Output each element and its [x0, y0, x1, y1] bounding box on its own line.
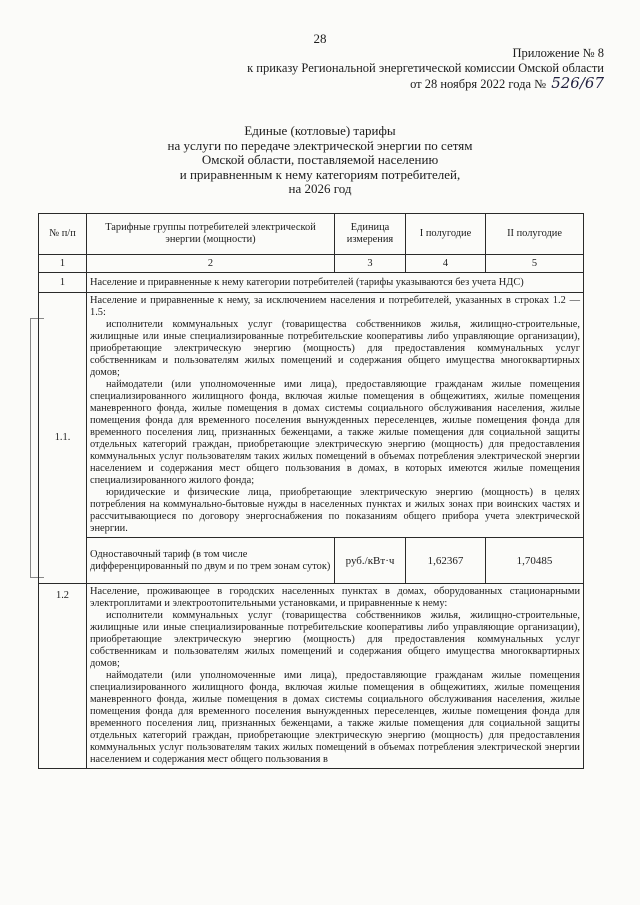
tariff-label: Одноставочный тариф (в том числе дифференцированный по двум и по трем зонам суток): [87, 538, 335, 584]
header-num: № п/п: [39, 214, 87, 255]
col-number: 5: [486, 255, 584, 273]
row-number: 1.1.: [39, 293, 87, 584]
header-second-half: II полугодие: [486, 214, 584, 255]
paragraph: исполнители коммунальных услуг (товарищества собственников жилья, жилищно-строительные, жилищные или иные специализированные потребительские кооперативы либо управляющие организации), приобретающие электрическую энергию (мощность) для предоставления коммунальных услуг собственникам и пользователям жилых помещений и содержания общего имущества многоквартирных домов;: [90, 610, 580, 669]
tariff-first-half: 1,62367: [406, 538, 486, 584]
document-title: [0, 124, 640, 197]
row-number: 1.2: [39, 584, 87, 769]
table-header-row: [39, 214, 584, 255]
tariff-second-half: 1,70485: [486, 538, 584, 584]
table-row: [39, 273, 584, 293]
appendix-title: Приложение № 8: [512, 46, 604, 60]
handwritten-order-number: 526/67: [551, 74, 604, 92]
header-unit: Единица измерения: [335, 214, 406, 255]
page-number: 28: [313, 31, 327, 46]
col-number: 4: [406, 255, 486, 273]
title-line-3: Омской области, поставляемой населению: [201, 152, 439, 167]
header-first-half: I полугодие: [406, 214, 486, 255]
paragraph: наймодатели (или уполномоченные ими лица), предоставляющие гражданам жилые помещения специализированного жилищного фонда, включая жилые помещения в общежитиях, жилые помещения маневренного фонда, жилые помещения в домах системы социального обслуживания населения, жилые помещения фонда для временного поселения вынужденных переселенцев, жилые помещения фонда для временного поселения лиц, признанных беженцами, а также жилые помещения для социальной защиты отдельных категорий граждан, приобретающие электрическую энергию (мощность) для предоставления коммунальных услуг пользователям таких жилых помещений в объемах потребления электрической энергии населением и содержания мест общего пользования в домах, в которых имеются жилые помещения специализированного жилого фонда;: [90, 379, 580, 486]
appendix-date-line: [184, 76, 604, 92]
tariff-table: [38, 213, 584, 769]
paragraph: исполнители коммунальных услуг (товарищества собственников жилья, жилищно-строительные, жилищные или иные специализированные потребительские кооперативы либо управляющие организации), приобретающие электрическую энергию (мощность) для предоставления коммунальных услуг собственникам и пользователям жилых помещений и содержания общего имущества многоквартирных домов;: [90, 319, 580, 378]
appendix-order-reference: к приказу Региональной энергетической комиссии Омской области: [247, 61, 604, 75]
appendix-header: [184, 46, 604, 92]
tariff-unit: руб./кВт·ч: [335, 538, 406, 584]
table-row: [39, 293, 584, 538]
table-row: [39, 584, 584, 769]
tariff-row: [39, 538, 584, 584]
title-line-1: Единые (котловые) тарифы: [244, 123, 396, 138]
row-text: Население и приравненные к нему категории потребителей (тарифы указываются без учета НДС): [87, 273, 584, 293]
paragraph: наймодатели (или уполномоченные ими лица), предоставляющие гражданам жилые помещения специализированного жилищного фонда, включая жилые помещения в общежитиях, жилые помещения маневренного фонда, жилые помещения в домах системы социального обслуживания населения, жилые помещения фонда для временного поселения вынужденных переселенцев, жилые помещения фонда для временного поселения лиц, признанных беженцами, а также жилые помещения для социальной защиты отдельных категорий граждан, приобретающие электрическую энергию (мощность) для предоставления коммунальных услуг пользователям таких жилых помещений в объемах потребления электрической энергии населением и содержания мест общего пользования в: [90, 670, 580, 765]
header-group: Тарифные группы потребителей электрической энергии (мощности): [87, 214, 335, 255]
column-number-row: [39, 255, 584, 273]
title-line-4: и приравненным к нему категориям потребителей,: [179, 166, 461, 182]
paragraph: Население, проживающее в городских населенных пунктах в домах, оборудованных стационарными электроплитами и электроотопительными установками, и приравненные к нему:: [90, 586, 580, 609]
row-description: [87, 293, 584, 538]
margin-bracket: [30, 318, 32, 578]
row-description: [87, 584, 584, 769]
title-line-5: на 2026 год: [288, 181, 352, 196]
paragraph: Население и приравненные к нему, за исключением населения и потребителей, указанных в строках 1.2 — 1.5:: [90, 295, 580, 318]
title-line-2: на услуги по передаче электрической энергии по сетям: [167, 137, 473, 153]
appendix-date: от 28 ноября 2022 года №: [410, 77, 547, 91]
row-number: 1: [39, 273, 87, 293]
col-number: 3: [335, 255, 406, 273]
paragraph: юридические и физические лица, приобретающие электрическую энергию (мощность) в целях потребления на коммунально-бытовые нужды в населенных пунктах и жилых зонах при воинских частях и рассчитывающиеся по договору энергоснабжения по показаниям общего прибора учета электрической энергии.: [90, 487, 580, 534]
col-number: 1: [39, 255, 87, 273]
col-number: 2: [87, 255, 335, 273]
